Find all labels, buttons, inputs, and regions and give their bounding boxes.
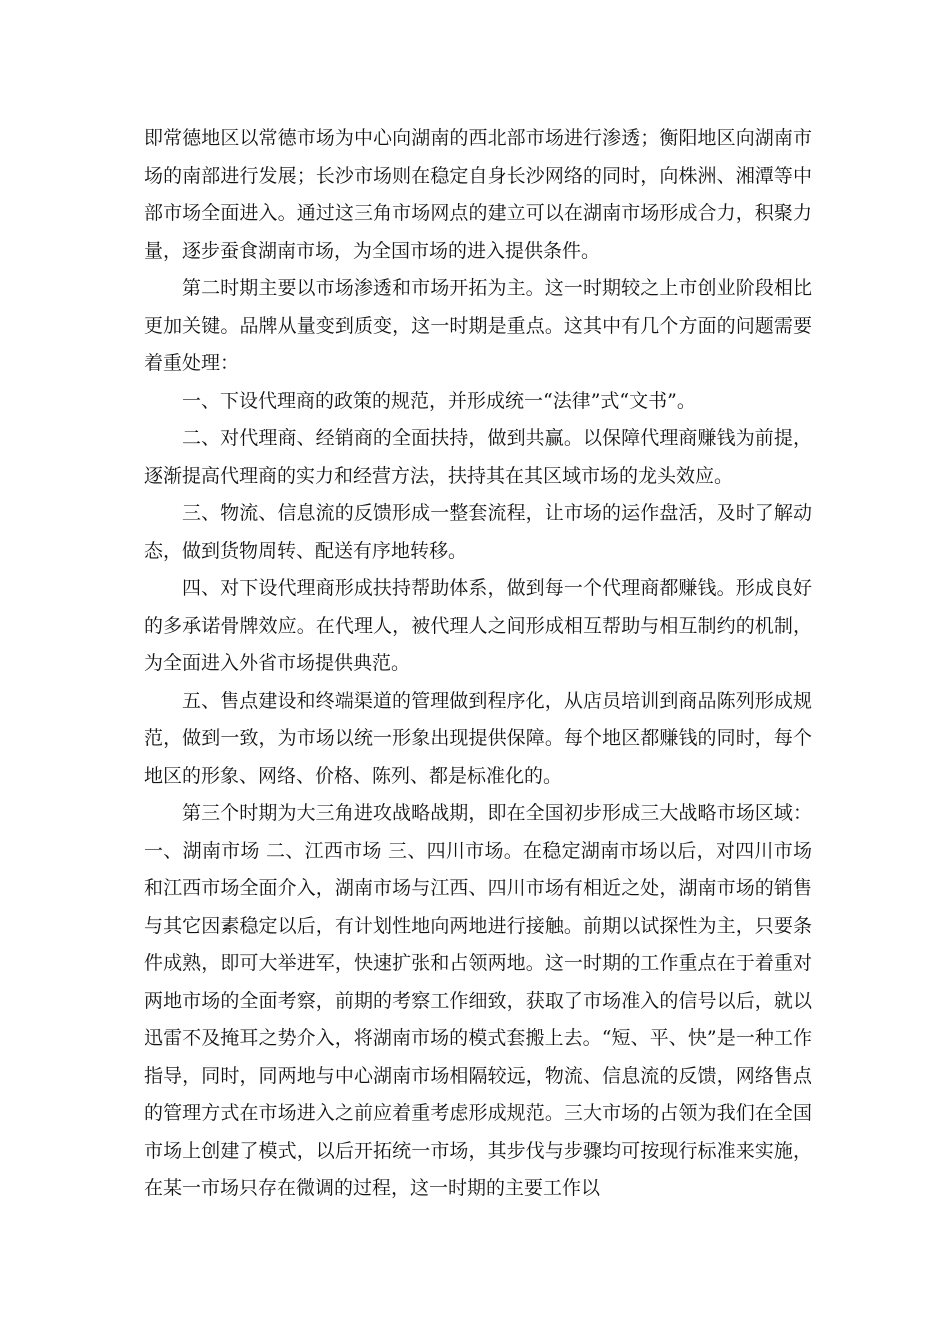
- paragraph-item-2: 二、对代理商、经销商的全面扶持，做到共赢。以保障代理商赚钱为前提，逐渐提高代理商的实力和经营方法，扶持其在其区域市场的龙头效应。: [144, 427, 812, 487]
- paragraph-third-period: 第三个时期为大三角进攻战略战期，即在全国初步形成三大战略市场区域：一、湖南市场 二、江西市场 三、四川市场。在稳定湖南市场以后，对四川市场和江西市场全面介入，湖南市场与江西、四川市场有相近之处，湖南市场的销售与其它因素稳定以后，有计划性地向两地进行接触。前期以试探性为主，只要条件成熟，即可大举进军，快速扩张和占领两地。这一时期的工作重点在于着重对两地市场的全面考察，前期的考察工作细致，获取了市场准入的信号以后，就以迅雷不及掩耳之势介入，将湖南市场的模式套搬上去。“短、平、快”是一种工作指导，同时，同两地与中心湖南市场相隔较远，物流、信息流的反馈，网络售点的管理方式在市场进入之前应着重考虑形成规范。三大市场的占领为我们在全国市场上创建了模式，以后开拓统一市场，其步伐与步骤均可按现行标准来实施，在某一市场只存在微调的过程，这一时期的主要工作以: [144, 802, 812, 1199]
- paragraph-second-period: 第二时期主要以市场渗透和市场开拓为主。这一时期较之上市创业阶段相比更加关键。品牌从量变到质变，这一时期是重点。这其中有几个方面的问题需要着重处理：: [144, 277, 812, 374]
- paragraph-item-1: 一、下设代理商的政策的规范，并形成统一“法律”式“文书”。: [182, 389, 696, 412]
- paragraph-continuation: 即常德地区以常德市场为中心向湖南的西北部市场进行渗透；衡阳地区向湖南市场的南部进行发展；长沙市场则在稳定自身长沙网络的同时，向株洲、湘潭等中部市场全面进入。通过这三角市场网点的建立可以在湖南市场形成合力，积聚力量，逐步蚕食湖南市场，为全国市场的进入提供条件。: [144, 127, 812, 262]
- paragraph-item-3: 三、物流、信息流的反馈形成一整套流程，让市场的运作盘活，及时了解动态，做到货物周转、配送有序地转移。: [144, 502, 812, 562]
- paragraph-item-5: 五、售点建设和终端渠道的管理做到程序化，从店员培训到商品陈列形成规范，做到一致，为市场以统一形象出现提供保障。每个地区都赚钱的同时，每个地区的形象、网络、价格、陈列、都是标准化的。: [144, 689, 812, 787]
- document-body: [144, 120, 812, 1208]
- paragraph-item-4: 四、对下设代理商形成扶持帮助体系，做到每一个代理商都赚钱。形成良好的多承诺骨牌效应。在代理人，被代理人之间形成相互帮助与相互制约的机制，为全面进入外省市场提供典范。: [144, 577, 812, 674]
